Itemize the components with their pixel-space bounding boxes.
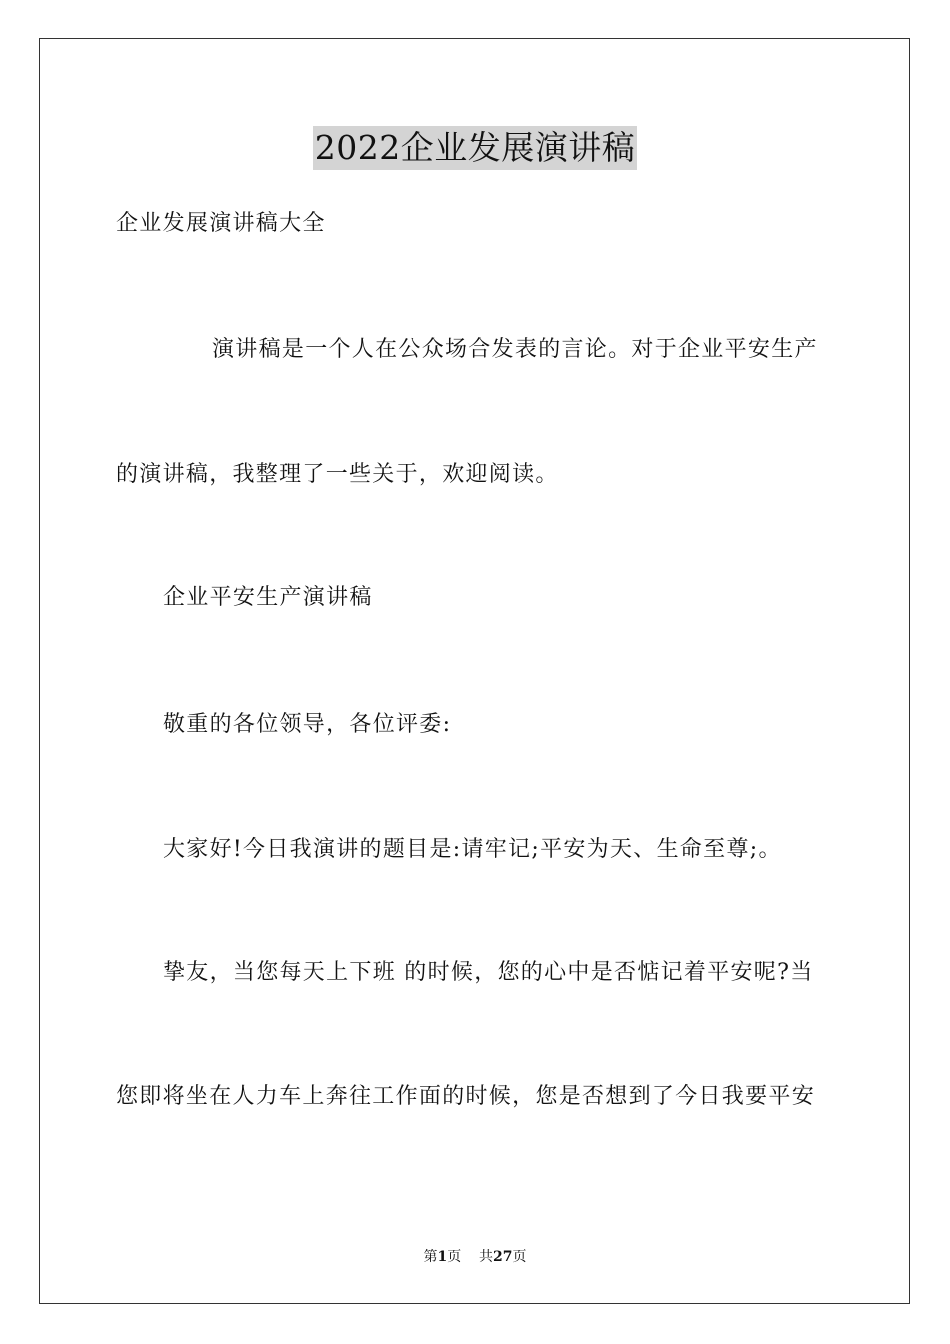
- subtitle-line: 企业发展演讲稿大全: [116, 211, 326, 236]
- page-number: 1: [437, 1249, 448, 1265]
- section-heading: 企业平安生产演讲稿: [163, 585, 373, 610]
- paragraph-line: 大家好!今日我演讲的题目是:请牢记;平安为天、生命至尊;。: [163, 837, 782, 862]
- total-prefix: 共: [479, 1249, 494, 1265]
- document-title: 2022企业发展演讲稿: [313, 126, 637, 170]
- page-footer: [0, 1247, 950, 1267]
- paragraph-line: 您即将坐在人力车上奔往工作面的时候，您是否想到了今日我要平安: [116, 1084, 816, 1109]
- paragraph-line: 的演讲稿，我整理了一些关于，欢迎阅读。: [116, 462, 559, 487]
- page-prefix: 第: [423, 1249, 438, 1265]
- page-suffix: 页: [447, 1249, 462, 1265]
- paragraph-line: 挚友，当您每天上下班 的时候，您的心中是否惦记着平安呢?当: [163, 960, 814, 985]
- total-suffix: 页: [512, 1249, 527, 1265]
- paragraph-line: 敬重的各位领导，各位评委:: [163, 712, 452, 737]
- title-container: [0, 126, 950, 170]
- total-pages: 27: [493, 1249, 513, 1265]
- paragraph-line: 演讲稿是一个人在公众场合发表的言论。对于企业平安生产: [212, 337, 818, 362]
